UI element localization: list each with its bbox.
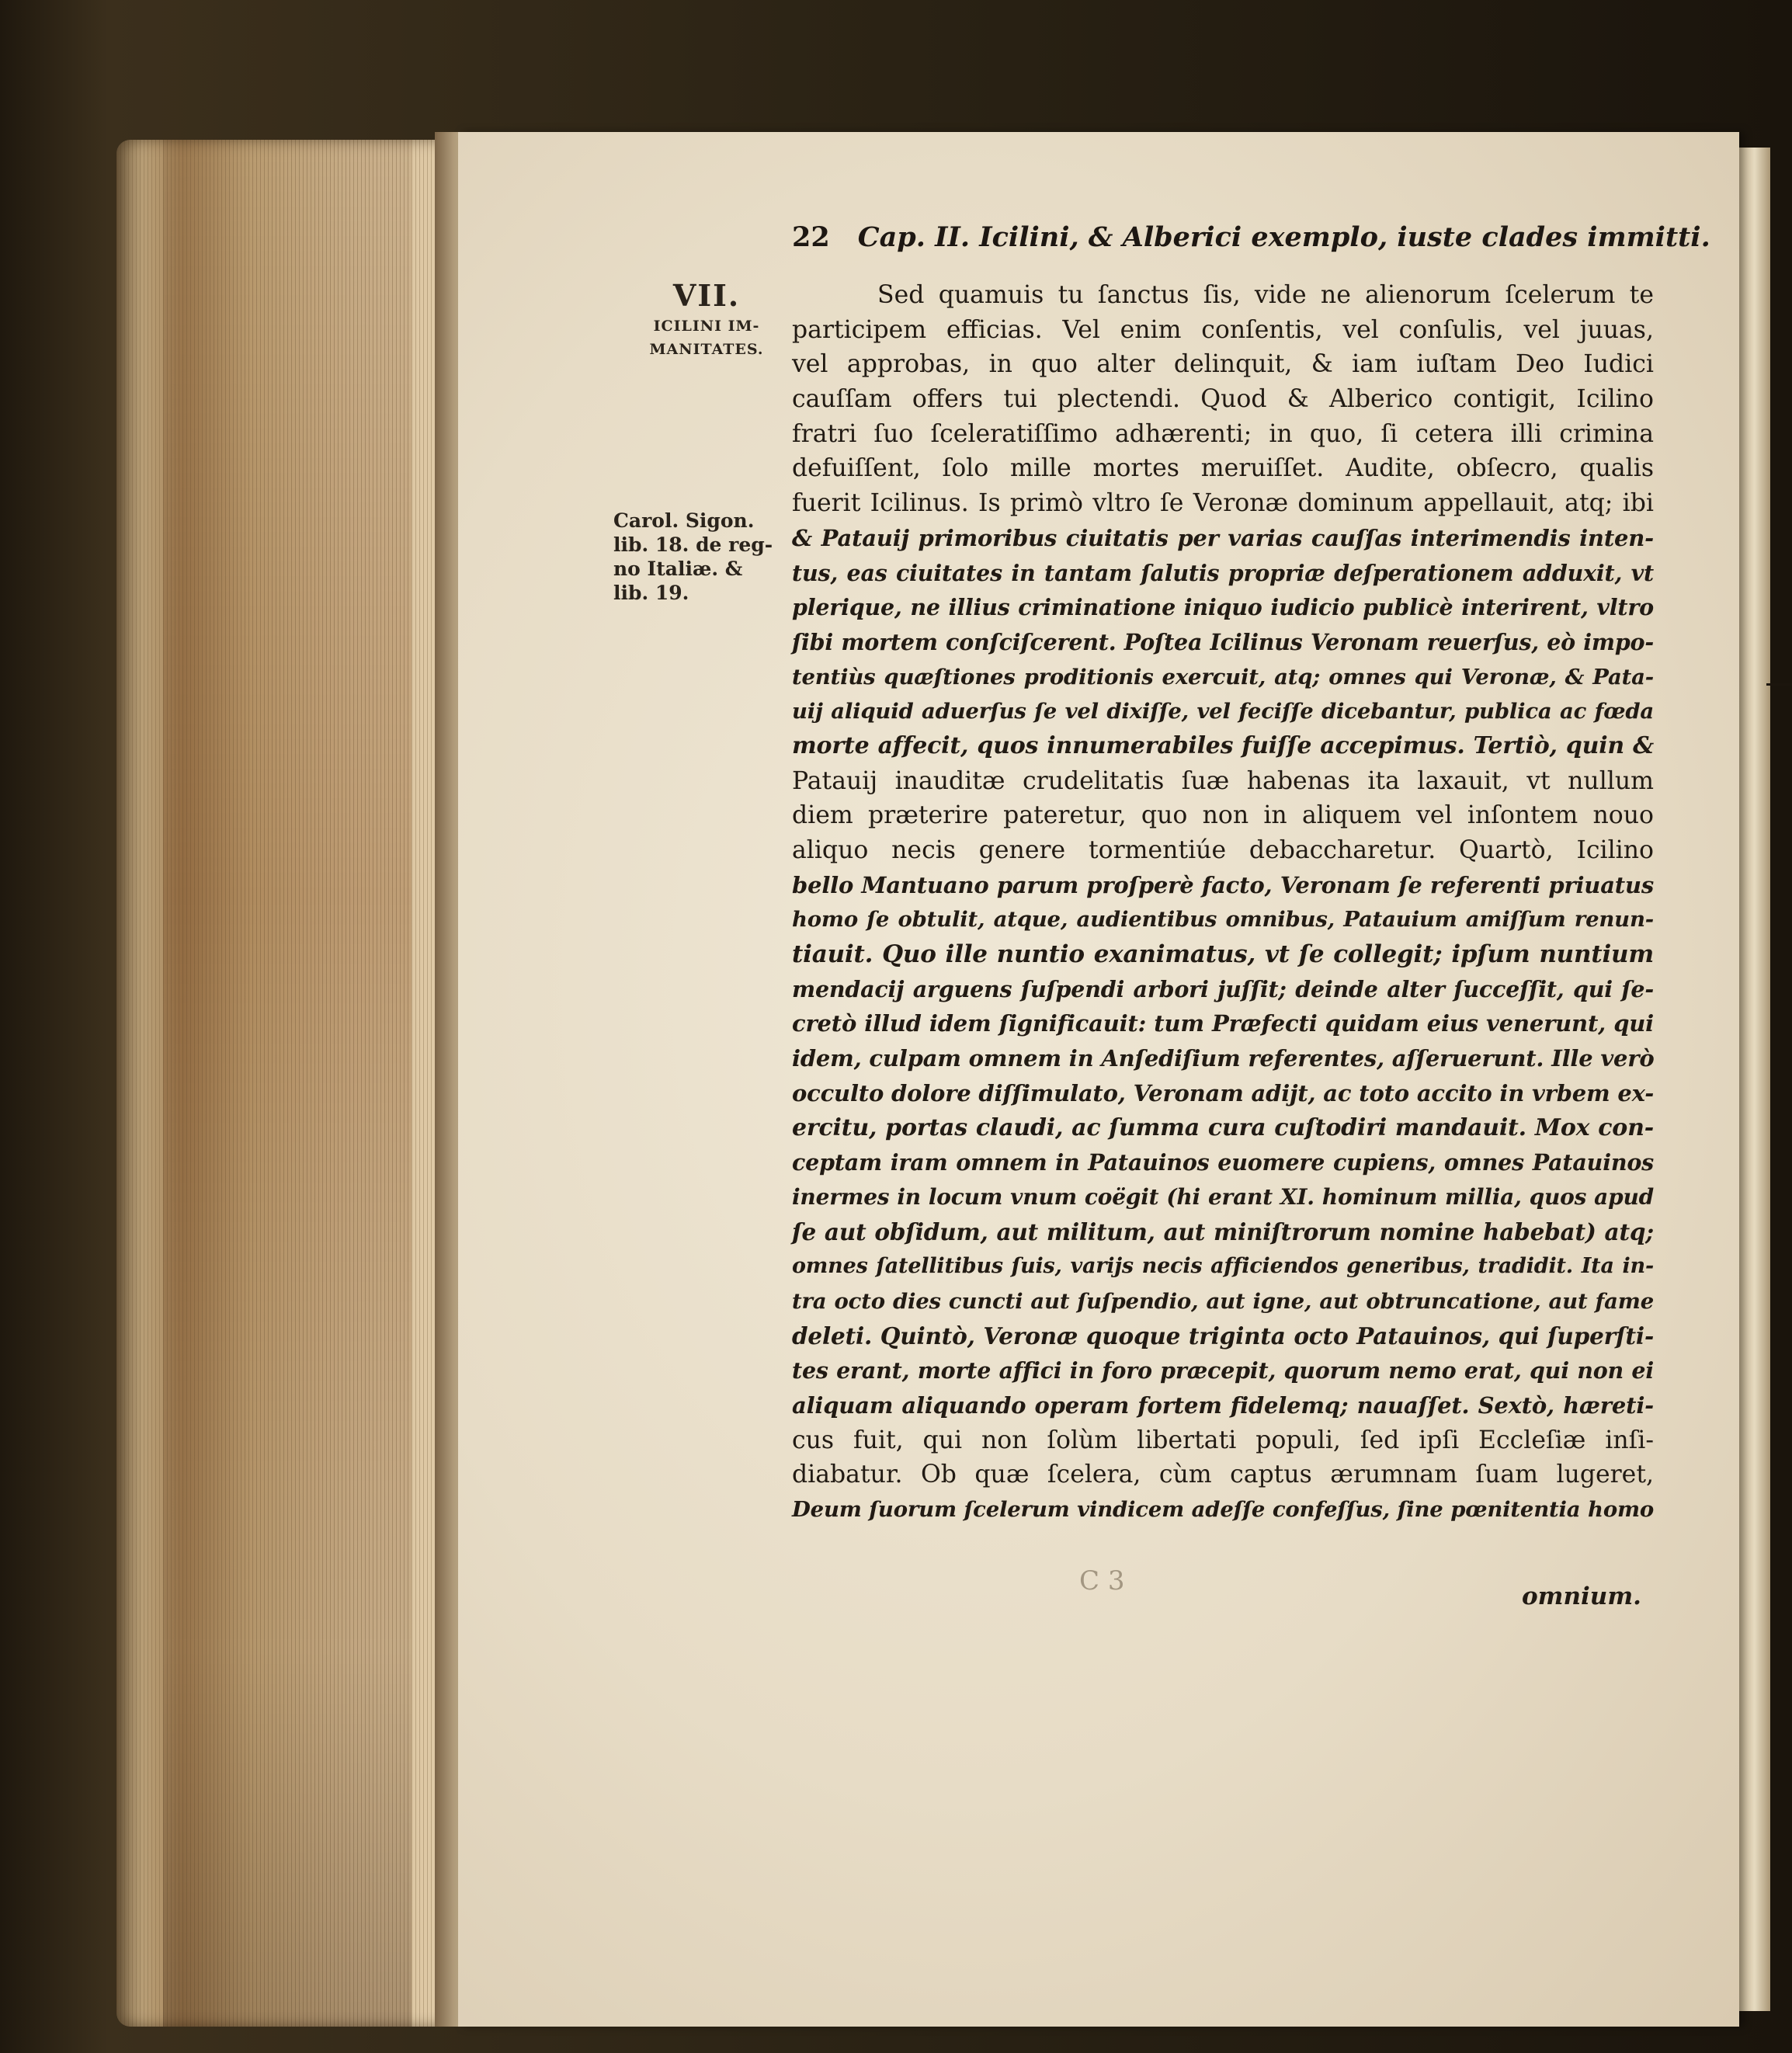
text-line: morte affecit, quos innumerabiles fuiſſe accepimus. Tertiò, quin & bbox=[792, 731, 1654, 759]
text-line: diabatur. Ob quæ ſcelera, cùm captus ærumnam ſuam lugeret, bbox=[792, 1461, 1654, 1489]
catchword: omnium. bbox=[1522, 1582, 1641, 1610]
text-line: occulto dolore diſſimulato, Veronam adijt, ac toto accito in vrbem ex- bbox=[792, 1079, 1655, 1106]
text-line: ſe aut obſidum, aut militum, aut miniſtrorum nomine habebat) atq; bbox=[792, 1218, 1654, 1245]
text-line: diem præterire pateretur, quo non in aliquem vel inſontem nouo bbox=[792, 801, 1654, 830]
text-line: Patauij inauditæ crudelitatis ſuæ habenas ita laxauit, vt nullum bbox=[792, 766, 1654, 795]
reference-line: Carol. Sigon. bbox=[613, 509, 755, 532]
body-text bbox=[792, 278, 1654, 1527]
text-line: mendacij arguens ſuſpendi arbori juſſit; deinde alter ſucceſſit, qui ſe- bbox=[792, 975, 1654, 1002]
text-line: uij aliquid aduerſus ſe vel dixiſſe, vel feciſſe dicebantur, publica ac fœda bbox=[792, 699, 1654, 724]
reference-line: no Italiæ. & bbox=[613, 558, 743, 580]
text-line: homo ſe obtulit, atque, audientibus omnibus, Patauium amiſſum renun- bbox=[792, 907, 1654, 933]
section-caption-line: ICILINI IM- bbox=[653, 318, 760, 335]
text-line: ſibi mortem conſciſcerent. Poſtea Icilinus Veronam reuerſus, eò impo- bbox=[792, 628, 1654, 655]
text-line: defuiſſent, ſolo mille mortes meruiſſet. Audite, obſecro, qualis bbox=[792, 454, 1654, 483]
text-line: cretò illud idem ſignificauit: tum Præfecti quidam eius venerunt, qui bbox=[792, 1010, 1654, 1037]
running-title: Cap. II. Icilini, & Alberici exemplo, iuste clades immitti. bbox=[857, 221, 1710, 253]
page-number: 22 bbox=[792, 221, 830, 253]
reference-line: lib. 19. bbox=[613, 582, 689, 604]
reference-line: lib. 18. de reg- bbox=[613, 533, 773, 556]
section-caption-line: MANITATES. bbox=[649, 341, 764, 358]
text-line: tus, eas ciuitates in tantam ſalutis propriæ deſperationem adduxit, vt bbox=[792, 559, 1654, 586]
text-line: fratri ſuo ſceleratiſſimo adhærenti; in quo, ſi cetera illi crimina bbox=[792, 419, 1654, 448]
text-line: idem, culpam omnem in Anſediſium referentes, aſſeruerunt. Ille verò bbox=[792, 1045, 1655, 1072]
text-line: aliquo necis genere tormentiúe debaccharetur. Quartò, Icilino bbox=[792, 836, 1654, 864]
text-line: aliquam aliquando operam fortem fidelemq; nauaſſet. Sextò, hæreti- bbox=[792, 1392, 1654, 1419]
text-line: Sed quamuis tu ſanctus ſis, vide ne alienorum ſcelerum te bbox=[877, 281, 1654, 309]
text-line: tentiùs quæſtiones proditionis exercuit, atq; omnes qui Veronæ, & Pata- bbox=[792, 664, 1654, 690]
page-edges bbox=[116, 140, 450, 2027]
signature-mark: C 3 bbox=[1079, 1565, 1125, 1596]
text-line: participem efficias. Vel enim conſentis, vel conſulis, vel juuas, bbox=[792, 315, 1654, 344]
margin-reference-note bbox=[613, 509, 800, 605]
text-line: tiauit. Quo ille nuntio exanimatus, vt ſe collegit; ipſum nuntium bbox=[792, 940, 1654, 969]
margin-section-note bbox=[613, 278, 800, 360]
text-line: tes erant, morte affici in foro præcepit, quorum nemo erat, qui non ei bbox=[792, 1357, 1654, 1384]
text-line: inermes in locum vnum coëgit (hi erant XI. hominum millia, quos apud bbox=[792, 1183, 1654, 1210]
text-line: bello Mantuano parum proſperè facto, Veronam ſe referenti priuatus bbox=[792, 871, 1654, 898]
text-line: plerique, ne illius criminatione iniquo iudicio publicè interirent, vltro bbox=[792, 594, 1654, 621]
edge-mark bbox=[1766, 683, 1792, 686]
text-line: vel approbas, in quo alter delinquit, & iam iuſtam Deo Iudici bbox=[792, 350, 1654, 379]
text-line: deleti. Quintò, Veronæ quoque triginta octo Patauinos, qui ſuperſti- bbox=[792, 1322, 1654, 1350]
running-head bbox=[792, 221, 1710, 253]
text-line: fuerit Icilinus. Is primò vltro ſe Veronæ dominum appellauit, atq; ibi bbox=[792, 489, 1654, 518]
text-line: & Patauij primoribus ciuitatis per varias cauſſas interimendis inten- bbox=[792, 524, 1654, 551]
text-line: omnes ſatellitibus ſuis, varijs necis afficiendos generibus, tradidit. Ita in- bbox=[792, 1254, 1654, 1279]
text-line: cus fuit, qui non ſolùm libertati populi, ſed ipſi Eccleſiæ inſi- bbox=[792, 1426, 1654, 1454]
section-number: VII. bbox=[672, 278, 741, 313]
text-line: tra octo dies cuncti aut ſuſpendio, aut igne, aut obtruncatione, aut fame bbox=[792, 1288, 1654, 1314]
next-page-edge bbox=[1739, 148, 1770, 2011]
text-line: ercitu, portas claudi, ac ſumma cura cuſtodiri mandauit. Mox con- bbox=[792, 1113, 1654, 1141]
text-line: Deum ſuorum ſcelerum vindicem adeſſe confeſſus, ſine pœnitentia homo bbox=[792, 1497, 1654, 1523]
edge-stain bbox=[163, 140, 412, 2027]
text-line: cauſſam offers tui plectendi. Quod & Alberico contigit, Icilino bbox=[792, 385, 1654, 414]
text-line: ceptam iram omnem in Patauinos euomere cupiens, omnes Patauinos bbox=[792, 1149, 1654, 1176]
